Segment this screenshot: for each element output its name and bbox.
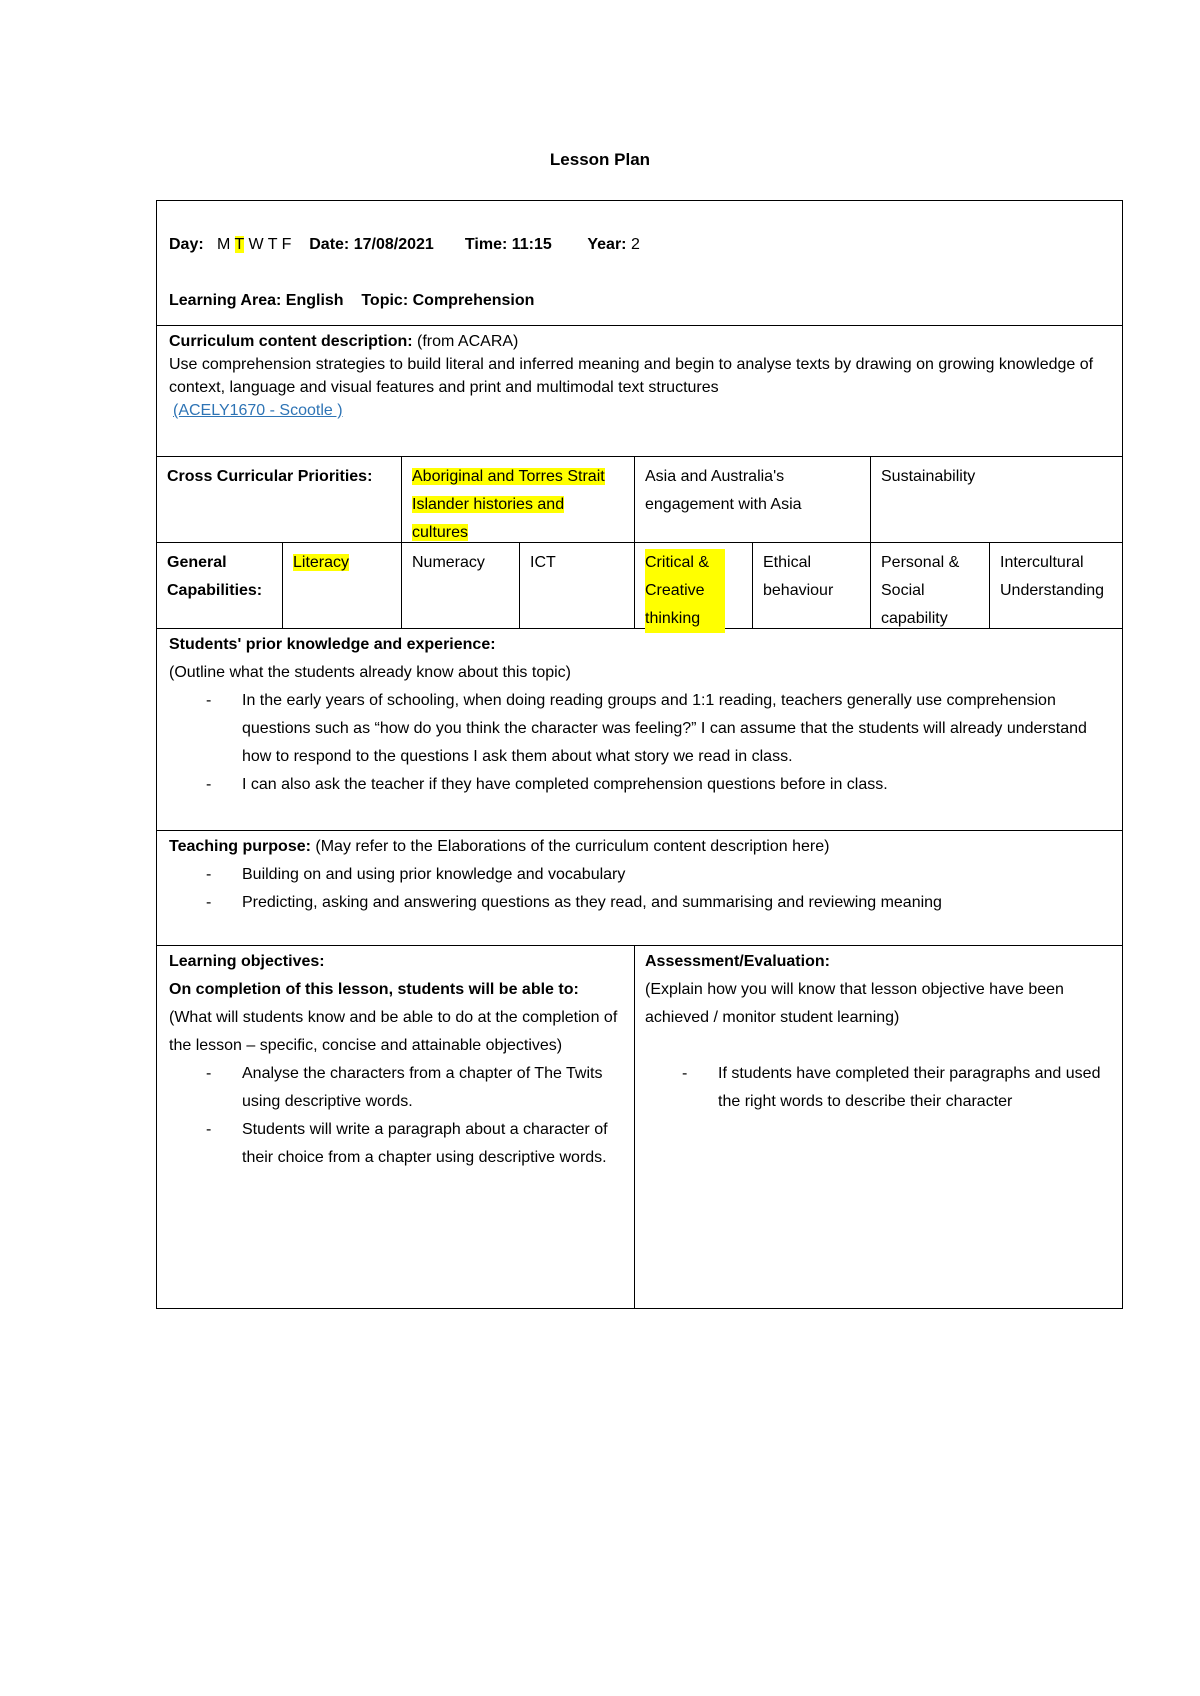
year-label: Year: bbox=[587, 236, 627, 253]
list-item: - Students will write a paragraph about a character of their choice from a chapter using descriptive words. bbox=[169, 1116, 622, 1172]
priority-aboriginal-text: Aboriginal and Torres Strait Islander histories and cultures bbox=[412, 468, 605, 541]
header-cell bbox=[157, 201, 1122, 325]
teaching-purpose-list bbox=[169, 861, 1110, 917]
capability-literacy bbox=[282, 543, 401, 628]
capability-ict: ICT bbox=[519, 543, 634, 628]
general-capabilities-row bbox=[157, 543, 1122, 629]
teaching-purpose-cell bbox=[157, 831, 1122, 945]
topic-value: Comprehension bbox=[412, 292, 535, 309]
list-item: - If students have completed their paragraphs and used the right words to describe their character bbox=[645, 1060, 1112, 1116]
capability-ethical: Ethical behaviour bbox=[752, 543, 870, 628]
priority-sustainability: Sustainability bbox=[870, 457, 1124, 542]
area-topic-line bbox=[169, 287, 1110, 315]
curriculum-text: Use comprehension strategies to build literal and inferred meaning and begin to analyse texts by drawing on growing knowledge of context, language and visual features and print and multimodal text structures bbox=[169, 356, 1094, 396]
general-capabilities-label: General Capabilities: bbox=[167, 554, 263, 599]
capability-personal-social: Personal & Social capability bbox=[870, 543, 989, 628]
day-m: M bbox=[217, 236, 231, 253]
acara-link[interactable]: (ACELY1670 - Scootle ) bbox=[173, 402, 343, 419]
capability-critical-creative bbox=[634, 543, 752, 628]
time-value: 11:15 bbox=[511, 236, 552, 253]
topic-label: Topic: bbox=[361, 292, 409, 309]
header-row bbox=[157, 201, 1122, 326]
year-value: 2 bbox=[630, 236, 640, 253]
priority-asia: Asia and Australia's engagement with Asia bbox=[634, 457, 870, 542]
curriculum-label: Curriculum content description: bbox=[169, 333, 413, 350]
curriculum-source: (from ACARA) bbox=[417, 333, 519, 350]
cross-curricular-label: Cross Curricular Priorities: bbox=[167, 468, 373, 485]
prior-knowledge-cell bbox=[157, 629, 1122, 830]
priority-aboriginal bbox=[401, 457, 634, 542]
prior-knowledge-row bbox=[157, 629, 1122, 831]
prior-knowledge-list bbox=[169, 687, 1110, 799]
learning-area-value: English bbox=[285, 292, 344, 309]
learning-objectives-list bbox=[169, 1060, 622, 1172]
curriculum-cell bbox=[157, 326, 1122, 456]
learning-area-label: Learning Area: bbox=[169, 292, 282, 309]
time-label: Time: bbox=[464, 236, 508, 253]
prior-knowledge-label: Students' prior knowledge and experience: bbox=[169, 636, 496, 653]
objectives-assessment-row bbox=[157, 946, 1122, 1308]
cross-curricular-row bbox=[157, 457, 1122, 543]
capability-critical-creative-text: Critical & Creative thinking bbox=[645, 549, 725, 633]
list-item: - I can also ask the teacher if they have completed comprehension questions before in class. bbox=[169, 771, 1110, 799]
page-title: Lesson Plan bbox=[549, 150, 651, 169]
date-value: 17/08/2021 bbox=[353, 236, 434, 253]
learning-objectives-hint: (What will students know and be able to do at the completion of the lesson – specific, concise and attainable objectives) bbox=[169, 1009, 618, 1054]
capability-numeracy: Numeracy bbox=[401, 543, 519, 628]
list-item: - In the early years of schooling, when doing reading groups and 1:1 reading, teachers generally use comprehension questions such as “how do you think the character was feeling?” I can assume that the students will already understand how to respond to the questions I ask them about what story we read in class. bbox=[169, 687, 1110, 771]
prior-knowledge-hint: (Outline what the students already know about this topic) bbox=[169, 664, 571, 681]
assessment-cell bbox=[634, 946, 1124, 1308]
day-selector bbox=[213, 236, 296, 253]
lesson-plan-table bbox=[156, 200, 1123, 1309]
teaching-purpose-label: Teaching purpose: bbox=[169, 838, 311, 855]
day-t: T bbox=[267, 236, 278, 253]
learning-objectives-cell bbox=[157, 946, 634, 1308]
date-label: Date: bbox=[309, 236, 350, 253]
day-t-selected: T bbox=[234, 236, 244, 253]
assessment-label: Assessment/Evaluation: bbox=[645, 953, 830, 970]
teaching-purpose-hint: (May refer to the Elaborations of the curriculum content description here) bbox=[315, 838, 830, 855]
day-date-line bbox=[169, 231, 1110, 259]
list-item: - Predicting, asking and answering questions as they read, and summarising and reviewing meaning bbox=[169, 889, 1110, 917]
learning-objectives-label: Learning objectives: bbox=[169, 953, 325, 970]
capability-literacy-text: Literacy bbox=[293, 554, 350, 571]
day-label: Day: bbox=[169, 236, 204, 253]
list-item: - Analyse the characters from a chapter of The Twits using descriptive words. bbox=[169, 1060, 622, 1116]
curriculum-row bbox=[157, 326, 1122, 457]
day-w: W bbox=[248, 236, 264, 253]
capability-intercultural: Intercultural Understanding bbox=[989, 543, 1124, 628]
assessment-hint: (Explain how you will know that lesson objective have been achieved / monitor student learning) bbox=[645, 981, 1064, 1026]
teaching-purpose-row bbox=[157, 831, 1122, 946]
learning-objectives-sublabel: On completion of this lesson, students will be able to: bbox=[169, 981, 579, 998]
list-item: - Building on and using prior knowledge and vocabulary bbox=[169, 861, 1110, 889]
day-f: F bbox=[281, 236, 292, 253]
assessment-list bbox=[645, 1060, 1112, 1116]
